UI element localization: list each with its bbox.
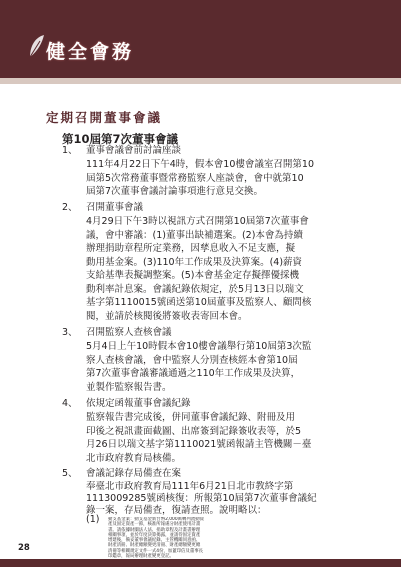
paragraph-line: 並製作監察報告書。 — [86, 381, 172, 393]
paragraph-line: 產及固定資產一節，核准所報處分財產使用計畫 — [108, 522, 201, 528]
paragraph-line: 1113009285號函核復：所報第10屆第7次董事會議紀 — [86, 493, 317, 504]
header-strip — [0, 78, 401, 84]
item-heading-text: 會議記錄存局備查在案 — [86, 468, 182, 479]
header-title: 健全會務 — [46, 41, 135, 63]
item-paragraph — [86, 215, 370, 323]
paragraph-line: 第7次董事會議審議通過之110年工作成果及決算， — [86, 368, 301, 379]
paragraph-line: 增建後，備妥董事會議紀錄、主管機關同意函、 — [108, 538, 201, 544]
meeting-subtitle: 第10屆第7次董事會議 — [62, 132, 179, 146]
paragraph-line: 閱，並請於核閱後將簽收表寄回本會。 — [86, 310, 248, 322]
item-paragraph — [86, 158, 370, 199]
page-number: 28 — [18, 543, 30, 553]
paragraph-line: 議，會中審議：(1)董事出缺補選案。(2)本會為持續 — [86, 229, 303, 241]
item-paragraph — [86, 481, 370, 517]
sub-item — [86, 514, 372, 560]
item-number: 2、 — [62, 202, 78, 213]
item-paragraph — [86, 340, 370, 394]
paragraph-line: 動支基金案：動支基金新台幣2,000萬轉列流動資 — [108, 517, 204, 522]
paragraph-line: 4月29日下午3時以視訊方式召開第10屆第7次董事會 — [86, 216, 309, 227]
paragraph-line: 財產清冊、財產總額變更清冊、財產總額變更總 — [108, 543, 201, 549]
footer-bar — [0, 559, 401, 567]
paragraph-line: 屆第7次董事會議討論事項進行意見交換。 — [86, 186, 264, 197]
item-heading — [62, 397, 191, 411]
paragraph-line: 動用基金案。(3)110年工作成果及決算案。(4)薪資 — [86, 256, 303, 268]
item-number: 5、 — [62, 468, 78, 479]
paragraph-line: 錄一案，存局備查，復請查照。說明略以： — [86, 505, 267, 516]
section-title: 定期召開董事會議 — [46, 110, 163, 125]
paragraph-line: 北市政府教育局核備。 — [86, 452, 182, 464]
leaf-icon — [27, 33, 47, 63]
paragraph-line: 111年4月22日下午4時，假本會10樓會議室召開第10 — [86, 159, 314, 170]
paragraph-line: 屆第5次常務董事暨常務監察人座談會，會中就第10 — [86, 172, 304, 184]
sub-item-number: (1) — [86, 514, 100, 525]
paragraph-line: 奉臺北市政府教育局111年6月21日北市教終字第 — [86, 481, 294, 492]
paragraph-line: 察人查核會議，會中監察人分別查核經本會第10屆 — [86, 354, 298, 366]
paragraph-line: 基字第1110015號函送第10屆董事及監察人、顧問核 — [86, 297, 312, 308]
item-heading — [62, 144, 181, 158]
item-heading-text: 董事會議會前討論座談 — [86, 145, 182, 156]
paragraph-line: 監察報告書完成後，併同董事會議紀錄、附冊及用 — [86, 412, 296, 423]
paragraph-line: 動利率計息案。會議紀錄依規定，於5月13日以瑞文 — [86, 283, 304, 295]
paragraph-line: 月26日以瑞文基字第1110021號函報請主管機關－臺 — [86, 439, 312, 450]
item-paragraph — [86, 411, 370, 465]
item-heading — [62, 201, 143, 215]
sub-item-text — [108, 517, 372, 559]
paragraph-line: 印後之視訊畫面截圖、出席簽到記錄簽收表等，於5 — [86, 425, 302, 437]
item-number: 1、 — [62, 145, 78, 156]
item-heading-text: 召開監察人查核會議 — [86, 327, 172, 338]
paragraph-line: 支給基準表擬調整案。(5)本會基金定存擬擇優採機 — [86, 270, 299, 281]
paragraph-line: 清冊等相關規定文件一式4份，加蓋印信及董事長 — [108, 548, 203, 554]
paragraph-line: 相關事項，並於年度決算揭露，並請待固定資產 — [108, 532, 201, 538]
item-heading-text: 召開董事會議 — [86, 202, 144, 213]
paragraph-line: 5月4日上午10時假本會10樓會議舉行第10屆第3次監 — [86, 341, 312, 352]
paragraph-line: 辦理捐助章程所定業務，因孳息收入不足支應，擬 — [86, 243, 296, 254]
item-heading — [62, 467, 181, 481]
item-heading-text: 依規定函報董事會議紀錄 — [86, 398, 191, 409]
item-heading — [62, 326, 172, 340]
item-number: 4、 — [62, 398, 78, 409]
item-number: 3、 — [62, 327, 78, 338]
paragraph-line: 印鑑章，報局辦理財產變更登記。 — [108, 554, 174, 560]
paragraph-line: 書。請依據財團法人法、捐助章程及計畫書辦理 — [108, 527, 201, 533]
